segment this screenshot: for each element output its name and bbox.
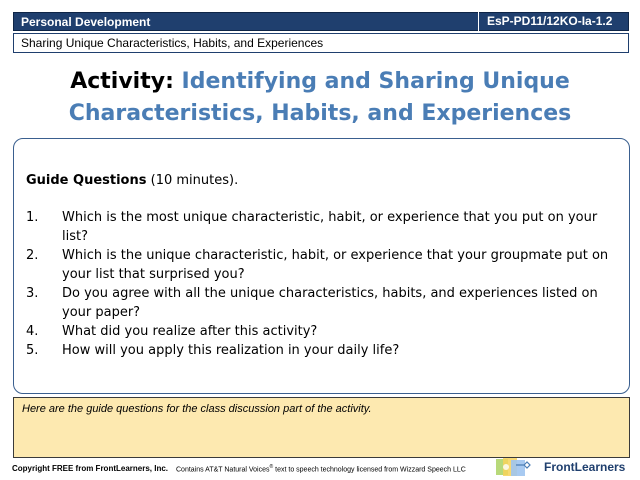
guide-duration: (10 minutes). (150, 173, 239, 188)
question-number: 1. (26, 210, 39, 225)
content-box (13, 138, 630, 394)
list-item (26, 322, 611, 341)
tts-notice-suffix: text to speech technology licensed from Wizzard Speech LLC (273, 466, 466, 474)
question-number: 5. (26, 343, 39, 358)
copyright-text: Copyright FREE from FrontLearners, Inc. (12, 464, 169, 473)
frontlearners-logo (494, 456, 634, 478)
question-text: Which is the most unique characteristic, habit, or experience that you put on your list? (62, 210, 598, 244)
list-item (26, 208, 611, 246)
question-text: Which is the unique characteristic, habit, or experience that your groupmate put on your list that surprised you? (62, 248, 609, 282)
question-number: 2. (26, 248, 39, 263)
question-text: Do you agree with all the unique characteristics, habits, and experiences listed on your paper? (62, 286, 598, 320)
guide-heading (26, 173, 238, 188)
competency-code: EsP-PD11/12KO-Ia-1.2 (478, 12, 628, 31)
guide-heading-label: Guide Questions (26, 173, 147, 188)
question-text: How will you apply this realization in your daily life? (62, 343, 400, 358)
logo-mark-icon (494, 456, 538, 478)
lesson-title: Sharing Unique Characteristics, Habits, and Experiences (21, 36, 324, 50)
notes-text: Here are the guide questions for the class discussion part of the activity. (22, 403, 372, 415)
speaker-notes (13, 397, 630, 458)
logo-text: FrontLearners (544, 460, 626, 474)
question-number: 4. (26, 324, 39, 339)
subject-label: Personal Development (21, 15, 151, 29)
list-item (26, 284, 611, 322)
header-bar (13, 12, 629, 31)
registered-mark: ® (269, 464, 274, 470)
question-text: What did you realize after this activity? (62, 324, 318, 339)
title-line1: Identifying and Sharing Unique (181, 69, 570, 94)
tts-notice-prefix: Contains AT&T Natural Voices (176, 466, 270, 474)
slide-title (0, 66, 640, 130)
question-list (26, 208, 611, 360)
tts-notice (176, 464, 466, 473)
list-item (26, 246, 611, 284)
title-line2: Characteristics, Habits, and Experiences (68, 101, 572, 126)
list-item (26, 341, 611, 360)
question-number: 3. (26, 286, 39, 301)
lesson-title-bar (13, 33, 629, 53)
title-prefix: Activity: (70, 69, 174, 94)
